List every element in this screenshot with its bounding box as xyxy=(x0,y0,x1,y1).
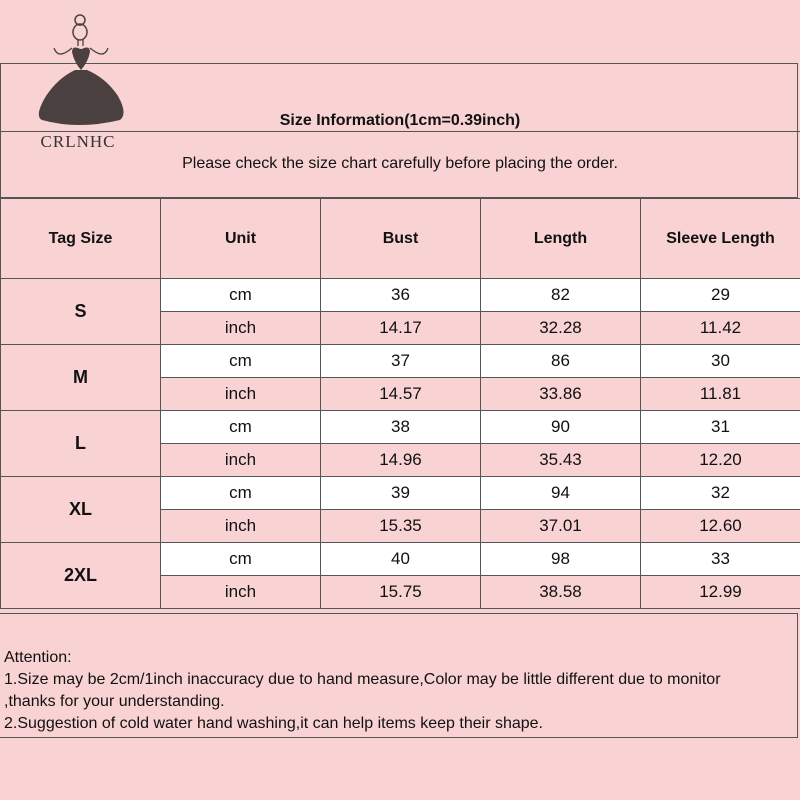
unit-cell: inch xyxy=(161,312,321,345)
length-cell: 32.28 xyxy=(481,312,641,345)
table-row xyxy=(1,477,800,510)
sleeve-length-cell: 12.20 xyxy=(641,444,800,477)
sleeve-length-cell: 32 xyxy=(641,477,800,510)
bust-cell: 15.35 xyxy=(321,510,481,543)
bust-cell: 40 xyxy=(321,543,481,576)
bust-cell: 14.96 xyxy=(321,444,481,477)
sleeve-length-cell: 11.42 xyxy=(641,312,800,345)
table-row xyxy=(1,411,800,444)
sleeve-length-cell: 30 xyxy=(641,345,800,378)
length-cell: 37.01 xyxy=(481,510,641,543)
length-cell: 33.86 xyxy=(481,378,641,411)
bust-cell: 38 xyxy=(321,411,481,444)
brand-name: CRLNHC xyxy=(40,132,116,151)
sleeve-length-cell: 12.60 xyxy=(641,510,800,543)
header-length: Length xyxy=(481,199,641,279)
unit-cell: cm xyxy=(161,279,321,312)
bust-cell: 39 xyxy=(321,477,481,510)
page-subtitle: Please check the size chart carefully before placing the order. xyxy=(182,155,618,172)
tag-size-cell: M xyxy=(1,345,161,411)
attention-notes xyxy=(0,613,798,738)
sleeve-length-cell: 11.81 xyxy=(641,378,800,411)
notes-heading: Attention: xyxy=(4,649,72,666)
table-row xyxy=(1,543,800,576)
note-line-1-continued: ,thanks for your understanding. xyxy=(4,693,225,710)
note-line-1: 1.Size may be 2cm/1inch inaccuracy due to hand measure,Color may be little different due to monitor xyxy=(4,671,721,688)
header-bust: Bust xyxy=(321,199,481,279)
length-cell: 90 xyxy=(481,411,641,444)
bust-cell: 15.75 xyxy=(321,576,481,609)
note-line-2: 2.Suggestion of cold water hand washing,it can help items keep their shape. xyxy=(4,715,543,732)
unit-cell: cm xyxy=(161,543,321,576)
table-row xyxy=(1,345,800,378)
length-cell: 38.58 xyxy=(481,576,641,609)
header-tag-size: Tag Size xyxy=(1,199,161,279)
unit-cell: inch xyxy=(161,510,321,543)
unit-cell: inch xyxy=(161,444,321,477)
unit-cell: cm xyxy=(161,411,321,444)
unit-cell: cm xyxy=(161,477,321,510)
size-table xyxy=(0,198,800,609)
length-cell: 86 xyxy=(481,345,641,378)
sleeve-length-cell: 29 xyxy=(641,279,800,312)
bust-cell: 37 xyxy=(321,345,481,378)
bust-cell: 14.57 xyxy=(321,378,481,411)
length-cell: 98 xyxy=(481,543,641,576)
unit-cell: inch xyxy=(161,576,321,609)
sleeve-length-cell: 31 xyxy=(641,411,800,444)
tag-size-cell: XL xyxy=(1,477,161,543)
page-title: Size Information(1cm=0.39inch) xyxy=(279,112,521,129)
bust-cell: 36 xyxy=(321,279,481,312)
bust-cell: 14.17 xyxy=(321,312,481,345)
tag-size-cell: 2XL xyxy=(1,543,161,609)
length-cell: 94 xyxy=(481,477,641,510)
length-cell: 35.43 xyxy=(481,444,641,477)
unit-cell: cm xyxy=(161,345,321,378)
length-cell: 82 xyxy=(481,279,641,312)
unit-cell: inch xyxy=(161,378,321,411)
tag-size-cell: S xyxy=(1,279,161,345)
sleeve-length-cell: 33 xyxy=(641,543,800,576)
sleeve-length-cell: 12.99 xyxy=(641,576,800,609)
table-row xyxy=(1,279,800,312)
header-unit: Unit xyxy=(161,199,321,279)
header-sleeve-length: Sleeve Length xyxy=(641,199,800,279)
tag-size-cell: L xyxy=(1,411,161,477)
table-header-row xyxy=(1,199,800,279)
